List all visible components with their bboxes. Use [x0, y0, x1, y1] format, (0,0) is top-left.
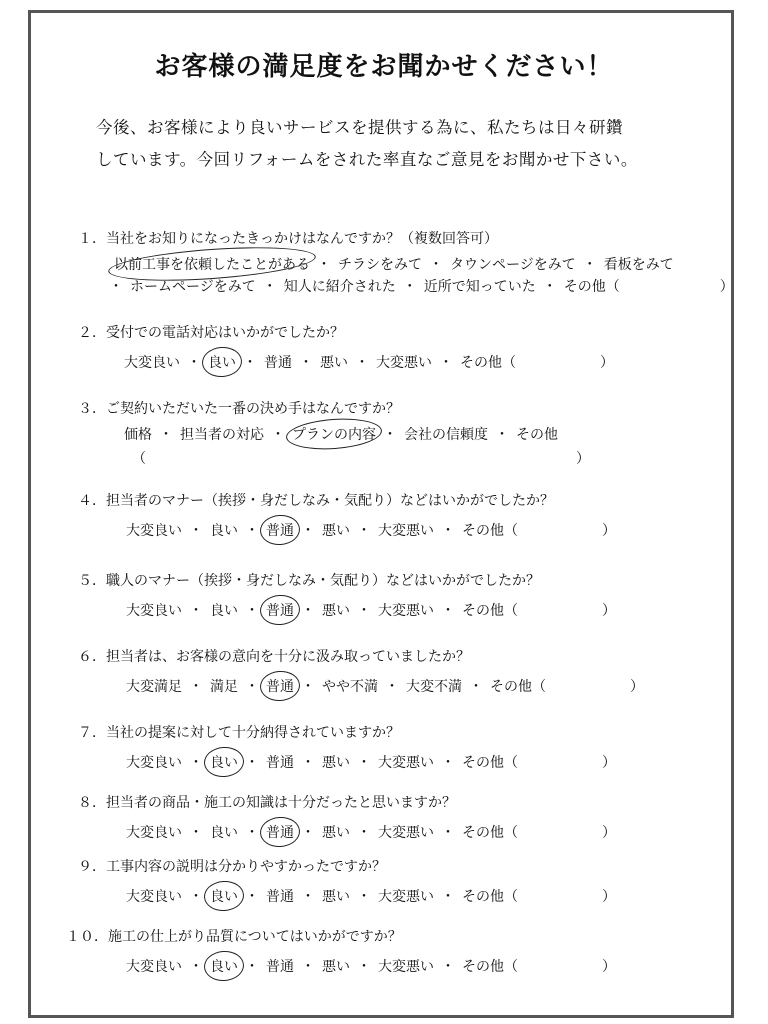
- option-townpage[interactable]: タウンページをみて: [450, 257, 576, 273]
- option-good[interactable]: 良い: [210, 752, 238, 772]
- option-good[interactable]: 良い: [208, 352, 236, 372]
- option-bad[interactable]: 悪い: [322, 889, 350, 905]
- option-other[interactable]: その他: [516, 427, 558, 443]
- option-normal[interactable]: 普通: [266, 755, 294, 771]
- option-good[interactable]: 良い: [210, 603, 238, 619]
- option-staff-response[interactable]: 担当者の対応: [180, 427, 264, 443]
- option-normal[interactable]: 普通: [266, 822, 294, 842]
- option-nearby[interactable]: 近所で知っていた: [423, 279, 536, 295]
- option-other-close: ）: [719, 279, 734, 295]
- option-flyer[interactable]: チラシをみて: [338, 257, 422, 273]
- option-normal[interactable]: 普通: [266, 889, 294, 905]
- option-very-bad[interactable]: 大変悪い: [376, 355, 432, 371]
- question-title: １０．施工の仕上がり品質についてはいかがですか？: [66, 929, 402, 945]
- option-bad[interactable]: 悪い: [320, 355, 348, 371]
- option-other[interactable]: その他（: [462, 603, 518, 619]
- question-title: ８．担当者の商品・施工の知識は十分だったと思いますか？: [78, 795, 456, 811]
- option-other[interactable]: その他（: [460, 355, 516, 371]
- option-row: 価格 ・ 担当者の対応 ・ プランの内容 ・ 会社の信頼度 ・ その他: [124, 424, 558, 444]
- option-very-good[interactable]: 大変良い: [126, 523, 182, 539]
- option-good[interactable]: 良い: [210, 825, 238, 841]
- option-other[interactable]: その他（: [462, 523, 518, 539]
- option-good[interactable]: 良い: [210, 886, 238, 906]
- option-row: 大変良い ・ 良い ・ 普通 ・ 悪い ・ 大変悪い ・ その他（ ）: [126, 956, 616, 976]
- question-title: ９．工事内容の説明は分かりやすかったですか？: [78, 859, 386, 875]
- option-other[interactable]: その他（: [490, 679, 546, 695]
- option-normal[interactable]: 普通: [264, 355, 292, 371]
- option-row-1: 以前工事を依頼したことがある ・ チラシをみて ・ タウンページをみて ・ 看板をみて: [114, 254, 674, 274]
- option-very-good[interactable]: 大変良い: [126, 889, 182, 905]
- question-title: ７．当社の提案に対して十分納得されていますか？: [78, 725, 400, 741]
- option-bad[interactable]: 悪い: [322, 959, 350, 975]
- option-very-bad[interactable]: 大変悪い: [378, 603, 434, 619]
- option-price[interactable]: 価格: [124, 427, 152, 443]
- option-normal[interactable]: 普通: [266, 600, 294, 620]
- option-row: 大変良い ・ 良い ・ 普通 ・ 悪い ・ 大変悪い ・ その他（ ）: [126, 600, 616, 620]
- option-row: 大変良い ・ 良い ・ 普通 ・ 悪い ・ 大変悪い ・ その他（ ）: [126, 520, 616, 540]
- option-very-good[interactable]: 大変良い: [126, 755, 182, 771]
- question-title: ３．ご契約いただいた一番の決め手はなんですか？: [78, 401, 400, 417]
- option-other[interactable]: その他（: [462, 959, 518, 975]
- option-very-bad[interactable]: 大変悪い: [378, 889, 434, 905]
- intro-text: [96, 112, 696, 176]
- option-other[interactable]: その他（: [563, 279, 620, 295]
- other-answer-row: （ ）: [132, 451, 590, 467]
- option-normal[interactable]: 普通: [266, 959, 294, 975]
- option-very-good[interactable]: 大変良い: [126, 603, 182, 619]
- option-plan-content[interactable]: プランの内容: [292, 424, 376, 444]
- option-previous-work[interactable]: 以前工事を依頼したことがある: [114, 254, 310, 274]
- option-very-bad[interactable]: 大変悪い: [378, 959, 434, 975]
- intro-line-2: しています。今回リフォームをされた率直なご意見をお聞かせ下さい。: [96, 150, 638, 169]
- option-bad[interactable]: 悪い: [322, 755, 350, 771]
- option-row: 大変良い ・ 良い ・ 普通 ・ 悪い ・ 大変悪い ・ その他（ ）: [126, 886, 616, 906]
- option-other[interactable]: その他（: [462, 825, 518, 841]
- option-other[interactable]: その他（: [462, 755, 518, 771]
- question-title: ６．担当者は、お客様の意向を十分に汲み取っていましたか？: [78, 649, 470, 665]
- option-good[interactable]: 良い: [210, 956, 238, 976]
- option-homepage[interactable]: ホームページをみて: [130, 279, 256, 295]
- question-title: ２．受付での電話対応はいかがでしたか？: [78, 325, 344, 341]
- option-somewhat-dissatisfied[interactable]: やや不満: [322, 679, 378, 695]
- option-good[interactable]: 良い: [210, 523, 238, 539]
- option-very-good[interactable]: 大変良い: [126, 825, 182, 841]
- option-very-bad[interactable]: 大変悪い: [378, 523, 434, 539]
- option-normal[interactable]: 普通: [266, 676, 294, 696]
- question-title: ４．担当者のマナー（挨拶・身だしなみ・気配り）などはいかがでしたか？: [78, 493, 554, 509]
- intro-line-1: 今後、お客様により良いサービスを提供する為に、私たちは日々研鑽: [96, 118, 623, 137]
- page-title: お客様の満足度をお聞かせください！: [154, 52, 614, 82]
- option-bad[interactable]: 悪い: [322, 825, 350, 841]
- option-row-2: ・ ホームページをみて ・ 知人に紹介された ・ 近所で知っていた ・ その他（ ）: [102, 276, 734, 296]
- option-signboard[interactable]: 看板をみて: [603, 257, 674, 273]
- option-very-good[interactable]: 大変良い: [124, 355, 180, 371]
- option-bad[interactable]: 悪い: [322, 523, 350, 539]
- option-row: 大変良い ・ 良い ・ 普通 ・ 悪い ・ 大変悪い ・ その他（ ）: [126, 822, 616, 842]
- option-very-dissatisfied[interactable]: 大変不満: [406, 679, 462, 695]
- question-title: ５．職人のマナー（挨拶・身だしなみ・気配り）などはいかがでしたか？: [78, 573, 540, 589]
- option-bad[interactable]: 悪い: [322, 603, 350, 619]
- option-referral[interactable]: 知人に紹介された: [283, 279, 396, 295]
- option-satisfied[interactable]: 満足: [210, 679, 238, 695]
- option-very-bad[interactable]: 大変悪い: [378, 755, 434, 771]
- option-company-trust[interactable]: 会社の信頼度: [404, 427, 488, 443]
- option-row: 大変良い ・ 良い ・ 普通 ・ 悪い ・ 大変悪い ・ その他（ ）: [124, 352, 614, 372]
- option-row: 大変良い ・ 良い ・ 普通 ・ 悪い ・ 大変悪い ・ その他（ ）: [126, 752, 616, 772]
- option-very-bad[interactable]: 大変悪い: [378, 825, 434, 841]
- question-title: １．当社をお知りになったきっかけはなんですか？（複数回答可）: [78, 231, 498, 247]
- option-very-satisfied[interactable]: 大変満足: [126, 679, 182, 695]
- option-normal[interactable]: 普通: [266, 520, 294, 540]
- option-row: 大変満足 ・ 満足 ・ 普通 ・ やや不満 ・ 大変不満 ・ その他（ ）: [126, 676, 644, 696]
- option-very-good[interactable]: 大変良い: [126, 959, 182, 975]
- option-other[interactable]: その他（: [462, 889, 518, 905]
